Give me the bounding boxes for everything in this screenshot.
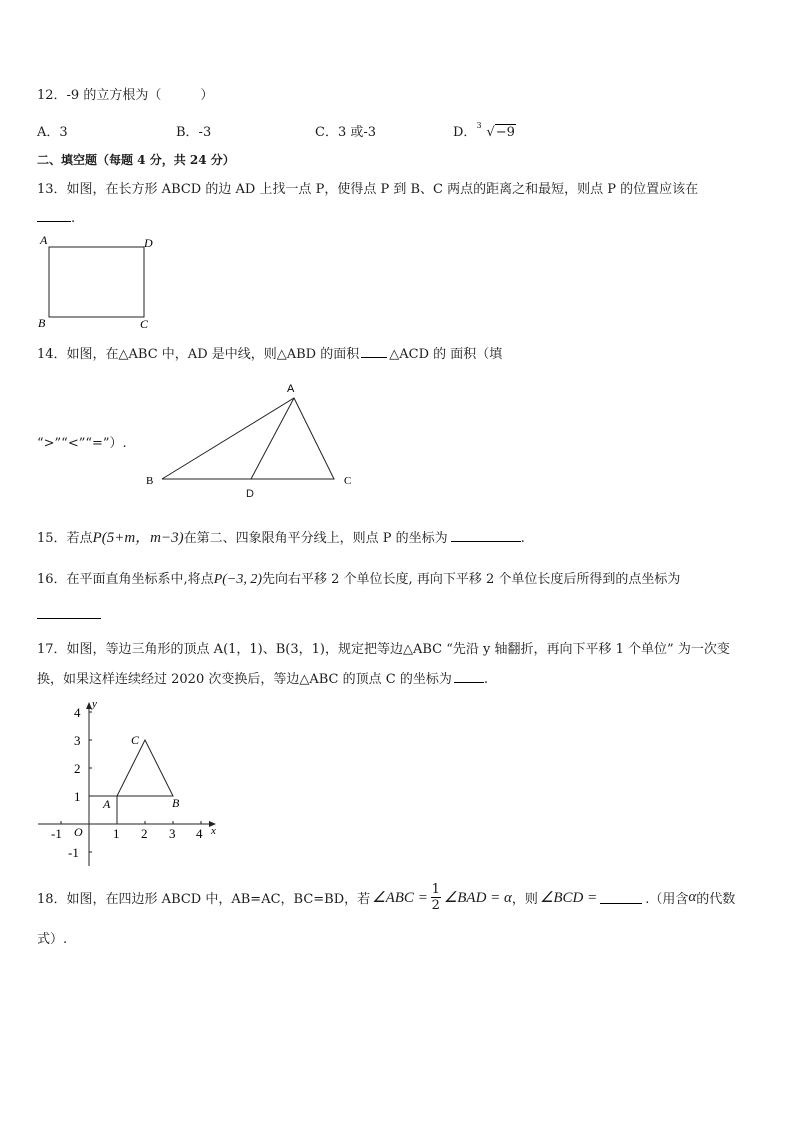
q18-text-c: .（用含: [645, 892, 689, 907]
fraction-numerator: 1: [431, 882, 440, 897]
q14-text-b: △ACD 的 面积（填: [389, 347, 503, 362]
q15-text-b: 在第二、四象限角平分线上，则点 P 的坐标为: [183, 531, 448, 546]
rectangle-abcd: [49, 247, 144, 317]
y-tick-3: 3: [74, 733, 81, 748]
q12-option-a: A．3: [37, 125, 68, 140]
x-tick-1: 1: [113, 826, 120, 841]
q16-blank: [37, 606, 101, 623]
q18-math-bcd: ∠BCD =: [539, 890, 598, 906]
q12-option-b: B．-3: [176, 125, 212, 140]
q15-stem: [37, 526, 525, 547]
triangle-figure: [140, 378, 360, 490]
q15-math: P(5+m，m−3): [92, 530, 184, 546]
q15-text-a: 15．若点: [37, 531, 93, 546]
radical-sign-icon: √: [486, 125, 495, 140]
q18-blank: [600, 891, 642, 904]
label-a: A: [287, 383, 295, 395]
label-d-text: D: [246, 488, 254, 500]
origin-label: O: [74, 825, 83, 839]
triangle-abc: [162, 398, 334, 479]
fraction-denominator: 2: [431, 898, 440, 913]
label-a: A: [40, 233, 48, 247]
median-ad: [251, 398, 294, 479]
fraction-one-half: [431, 882, 441, 913]
q17-text: 换，如果这样连续经过 2020 次变换后，等边△ABC 的顶点 C 的坐标为: [37, 672, 452, 687]
x-tick-4: 4: [196, 826, 203, 841]
label-a: A: [103, 797, 111, 811]
cube-root-expression: [476, 121, 515, 140]
label-b: B: [146, 475, 154, 487]
coordinate-graph: [30, 698, 230, 870]
q18-line1: [37, 882, 735, 913]
q12-stem: 12．-9 的立方根为（ ）: [37, 88, 214, 103]
q16-stem: [37, 568, 680, 588]
equilateral-triangle-abc: [117, 740, 173, 796]
q14-stem: [37, 343, 502, 362]
x-tick-2: 2: [141, 826, 148, 841]
q17-period: .: [483, 672, 488, 687]
label-c: C: [131, 733, 140, 747]
rectangle-figure: [34, 232, 164, 332]
y-tick-neg1: -1: [68, 845, 79, 860]
q14-blank: [361, 345, 387, 358]
q18-text-a: 18．如图，在四边形 ABCD 中，AB=AC，BC=BD，若: [37, 892, 371, 907]
q14-line2: “>”“<”“=”）.: [37, 436, 127, 451]
radicand: −9: [495, 125, 515, 140]
q15-period: .: [520, 531, 525, 546]
label-c: C: [140, 317, 149, 331]
q17-blank: [454, 670, 484, 683]
q12-option-d-label: D．: [453, 125, 477, 140]
y-tick-1: 1: [74, 789, 81, 804]
x-tick-3: 3: [169, 826, 176, 841]
q12-option-c: C．3 或-3: [315, 125, 377, 140]
x-axis-label: x: [211, 825, 216, 837]
label-b: B: [38, 316, 46, 330]
q18-math-b: ∠BAD = α: [443, 890, 512, 906]
section-title: 二、填空题（每题 4 分，共 24 分）: [37, 153, 235, 167]
label-d: D: [144, 236, 153, 250]
q13-answer-line: [37, 209, 75, 226]
q14-text-a: 14．如图，在△ABC 中，AD 是中线，则△ABD 的面积: [37, 347, 360, 362]
x-tick-neg1: -1: [51, 826, 62, 841]
q17-line2: [37, 668, 488, 687]
label-c: C: [344, 475, 352, 487]
q18-text-d: 的代数: [696, 892, 736, 907]
q18-text-b: ，则: [511, 892, 538, 907]
q12-option-d: [453, 121, 516, 140]
q13-period: .: [71, 211, 76, 226]
q16-text-b: 先向右平移 2 个单位长度, 再向下平移 2 个单位长度后所得到的点坐标为: [262, 572, 681, 587]
label-b: B: [172, 796, 180, 810]
y-tick-2: 2: [74, 761, 81, 776]
q16-text-a: 16．在平面直角坐标系中,将点: [37, 572, 214, 587]
q18-line2: 式）.: [37, 932, 68, 947]
q18-alpha: α: [688, 889, 697, 905]
q13-stem: 13．如图，在长方形 ABCD 的边 AD 上找一点 P，使得点 P 到 B、C 两点的距离之和最短，则点 P 的位置应该在: [37, 182, 699, 197]
q18-math: ∠ABC =: [372, 890, 428, 906]
q16-math: P(−3, 2): [213, 572, 263, 587]
y-axis-label: y: [92, 698, 97, 710]
q15-blank: [451, 529, 521, 542]
y-tick-4: 4: [74, 705, 81, 720]
q17-line1: 17．如图，等边三角形的顶点 A(1，1)、B(3，1)，规定把等边△ABC “先沿 y 轴翻折，再向下平移 1 个单位” 为一次变: [37, 642, 730, 657]
root-index: 3: [476, 121, 482, 130]
q13-blank: [37, 209, 71, 222]
